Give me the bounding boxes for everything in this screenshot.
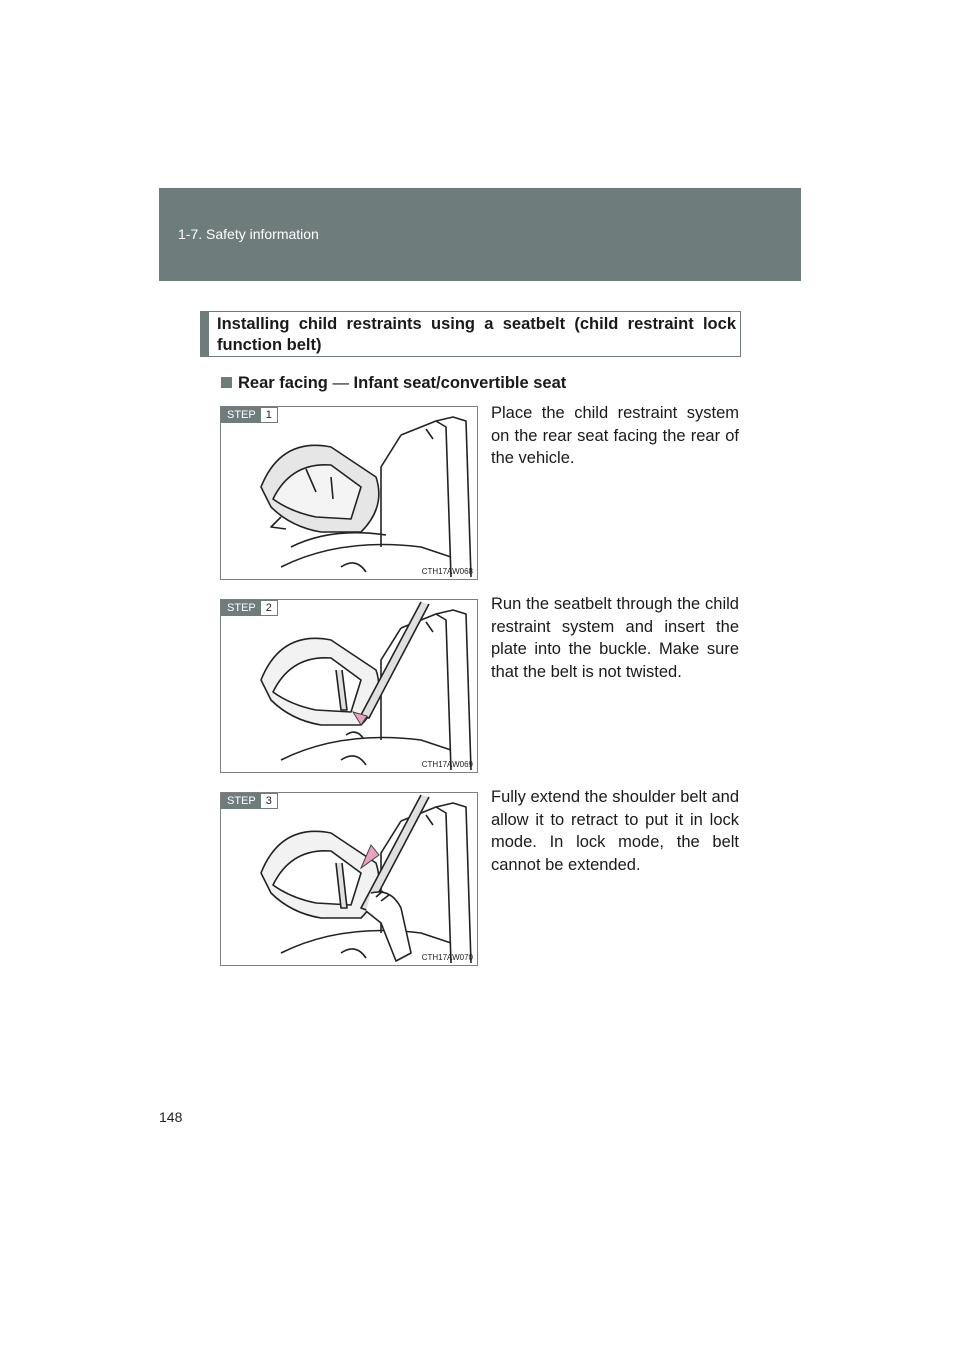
step-label: STEP: [222, 794, 261, 808]
subheading: [221, 374, 566, 393]
bullet-square-icon: [221, 377, 232, 388]
shoulder-belt-lock-illustration-icon: [221, 793, 478, 966]
seatbelt-routing-illustration-icon: [221, 600, 478, 773]
step-3-text: Fully extend the shoulder belt and allow it to retract to put it in lock mode. In lock mode, the belt cannot be extended.: [491, 788, 739, 874]
section-label: 1-7. Safety information: [178, 226, 319, 242]
step-3-badge: [221, 793, 278, 809]
step-2-badge: [221, 600, 278, 616]
subheading-suffix: Infant seat/convertible seat: [348, 374, 567, 392]
step-number: 2: [265, 602, 272, 614]
figure-code: CTH17AW068: [421, 567, 473, 576]
step-2-text: Run the seatbelt through the child restraint system and insert the plate into the buckle. Make sure that the belt is not twisted.: [491, 595, 739, 681]
heading-accent-bar: [201, 312, 209, 356]
step-3-figure: [220, 792, 478, 966]
heading-text: Installing child restraints using a seatbelt (child restraint lock function belt): [217, 315, 736, 354]
figure-code: CTH17AW069: [421, 760, 473, 769]
step-label: STEP: [222, 408, 261, 422]
step-1-text: Place the child restraint system on the rear seat facing the rear of the vehicle.: [491, 404, 739, 467]
figure-code: CTH17AW070: [421, 953, 473, 962]
child-seat-illustration-icon: [221, 407, 478, 580]
step-number: 3: [265, 795, 272, 807]
step-1-badge: [221, 407, 278, 423]
step-2-figure: [220, 599, 478, 773]
subheading-dash: —: [332, 374, 349, 392]
subheading-prefix: Rear facing: [238, 374, 333, 392]
step-1-figure: [220, 406, 478, 580]
page-number: 148: [159, 1109, 183, 1125]
step-number: 1: [265, 409, 272, 421]
step-label: STEP: [222, 601, 261, 615]
section-heading: [200, 311, 741, 357]
